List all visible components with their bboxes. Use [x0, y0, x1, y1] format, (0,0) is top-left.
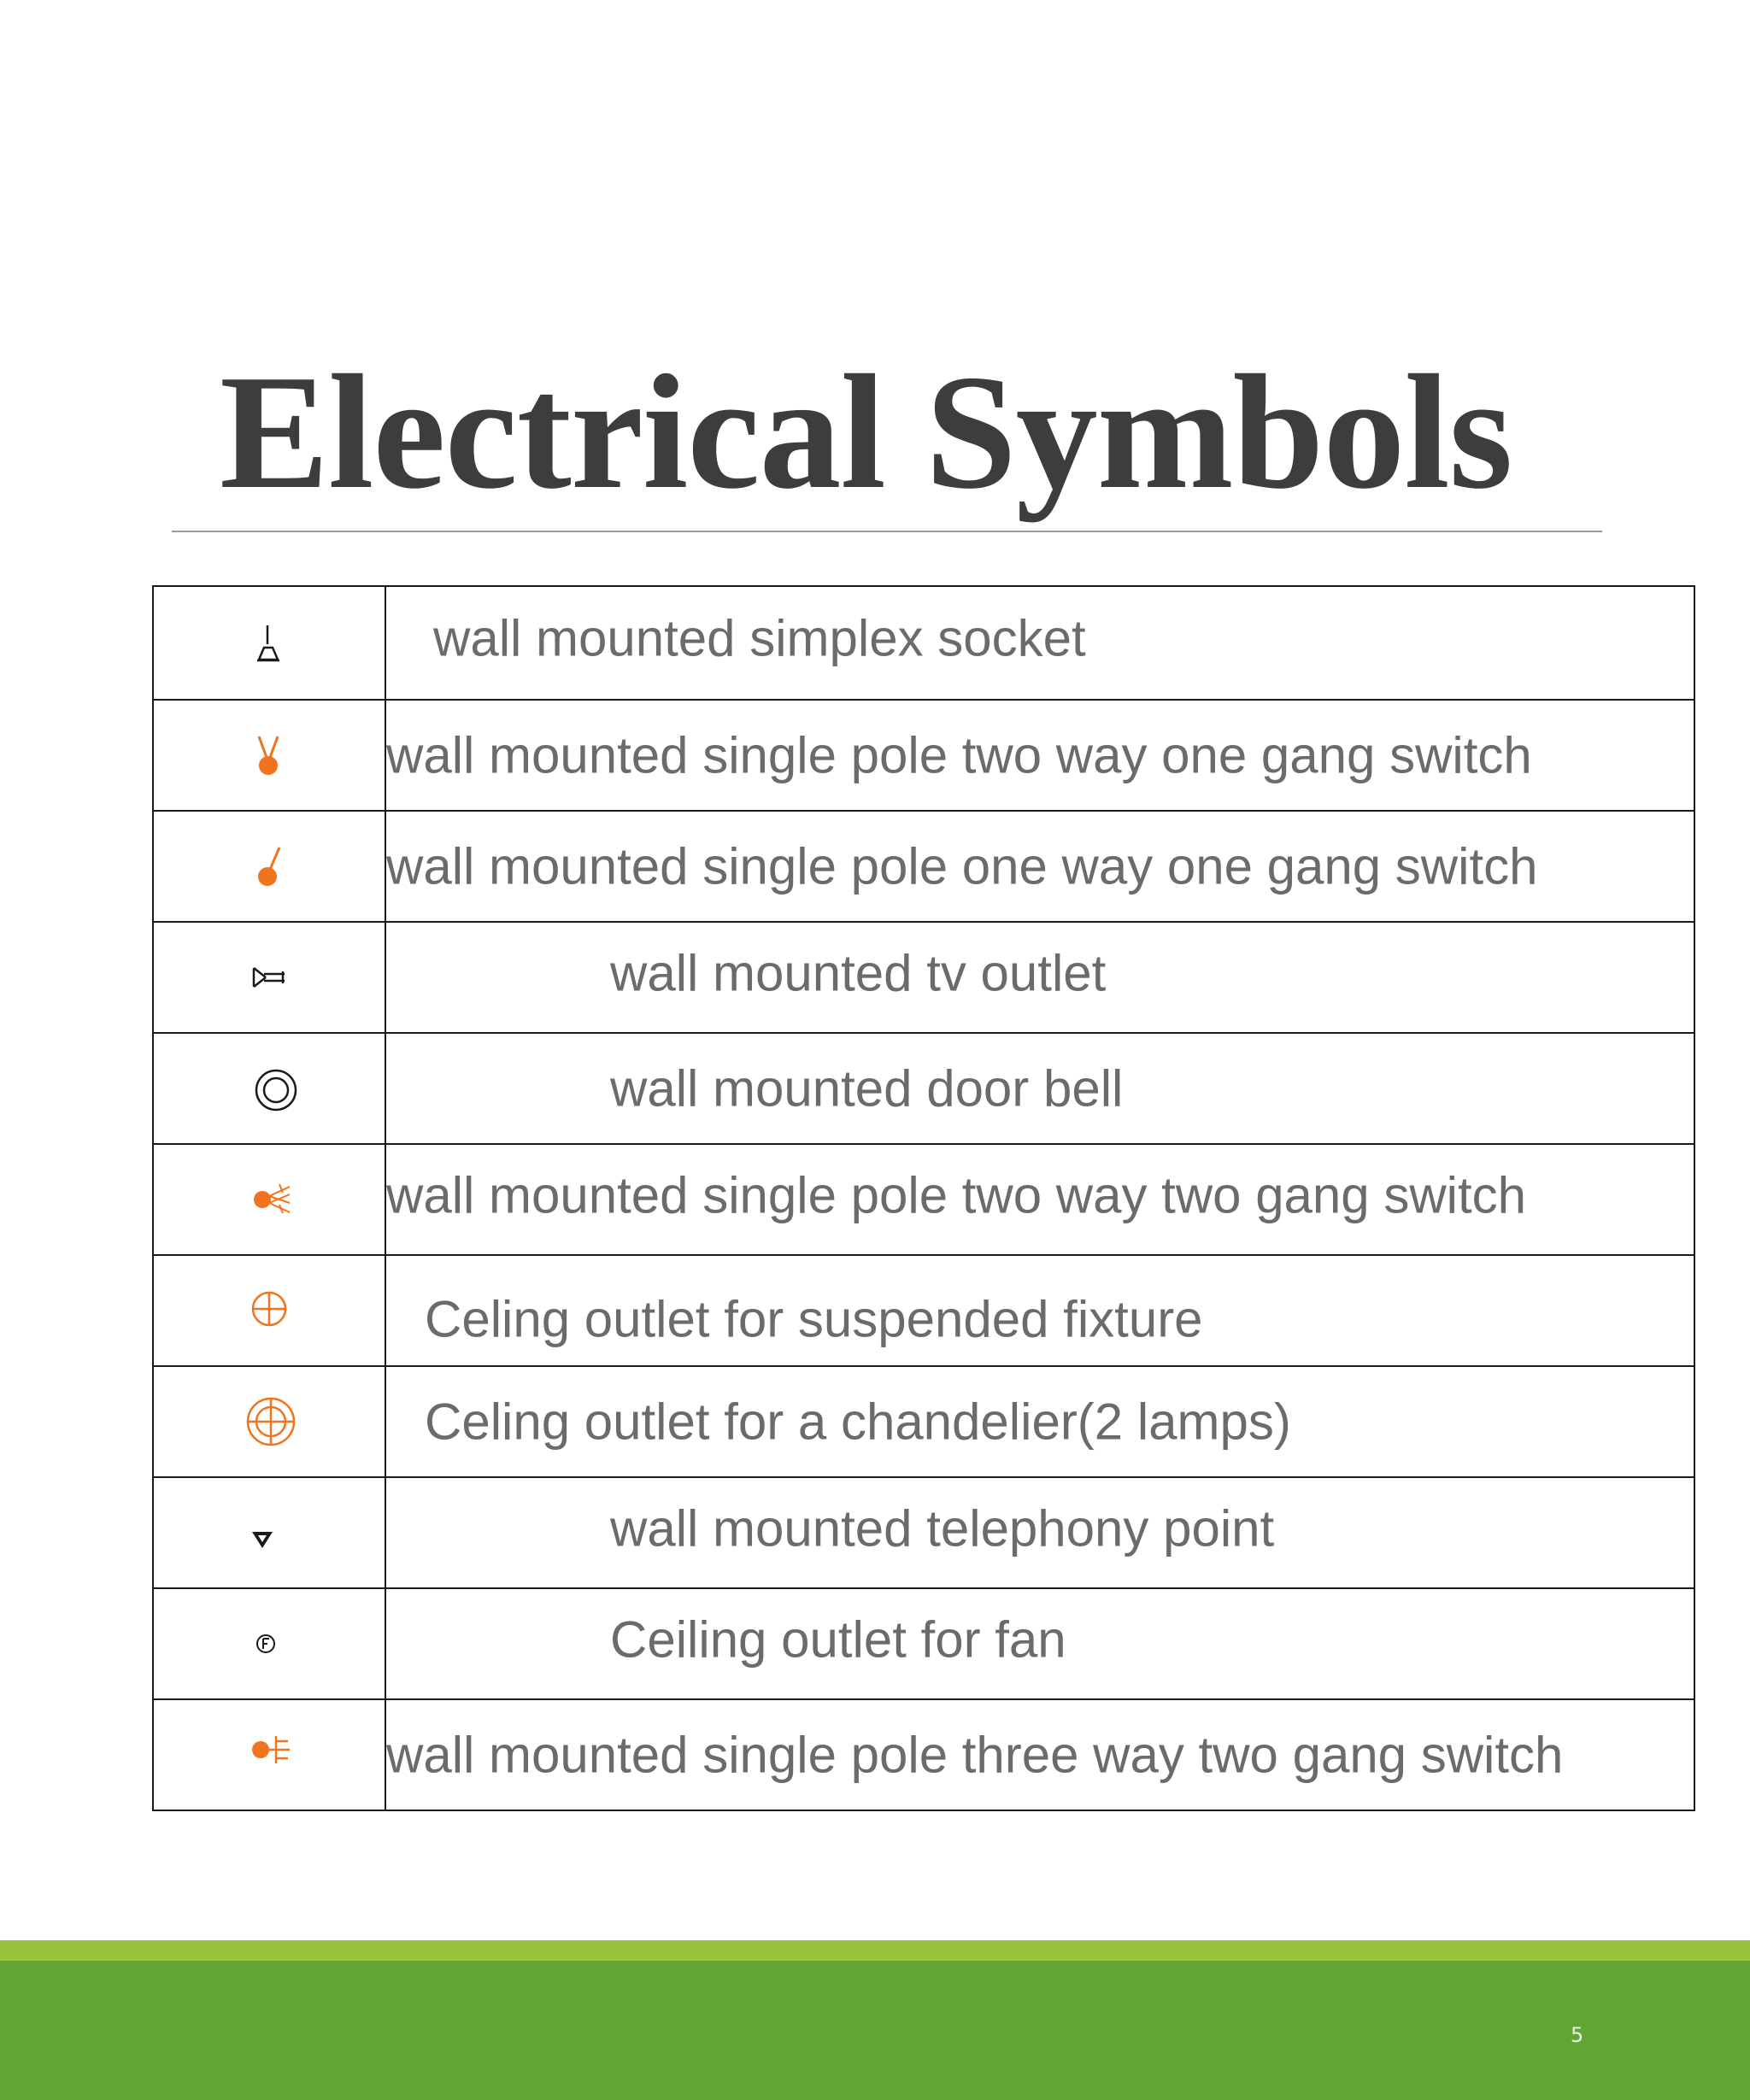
symbol-description: wall mounted single pole two way one gang switch	[386, 726, 1532, 784]
table-row	[153, 1366, 1694, 1477]
three-way-two-gang-switch-icon	[249, 1733, 297, 1767]
suspended-fixture-outlet-icon	[249, 1288, 290, 1329]
description-cell	[385, 811, 1694, 922]
symbol-description: wall mounted door bell	[610, 1059, 1124, 1117]
footer-accent-stripe	[0, 1940, 1750, 1961]
title-divider	[172, 531, 1602, 532]
symbol-description: wall mounted single pole three way two gang switch	[386, 1726, 1564, 1784]
symbol-cell	[153, 586, 385, 700]
table-row	[153, 1588, 1694, 1699]
description-cell	[385, 1255, 1694, 1366]
symbol-description: Celing outlet for a chandelier(2 lamps)	[425, 1393, 1291, 1451]
two-way-one-gang-switch-icon	[250, 731, 288, 779]
symbol-cell	[153, 1699, 385, 1810]
description-cell	[385, 1366, 1694, 1477]
symbol-cell	[153, 1588, 385, 1699]
tv-outlet-icon	[250, 965, 288, 990]
table-row	[153, 1699, 1694, 1810]
symbol-cell	[153, 922, 385, 1033]
symbol-description: wall mounted simplex socket	[433, 609, 1086, 667]
description-cell	[385, 1588, 1694, 1699]
symbol-description: wall mounted single pole two way two gang switch	[386, 1166, 1527, 1224]
one-way-one-gang-switch-icon	[250, 842, 288, 890]
symbol-cell	[153, 1255, 385, 1366]
symbol-cell	[153, 1033, 385, 1144]
description-cell	[385, 922, 1694, 1033]
symbol-cell	[153, 1366, 385, 1477]
symbol-table	[152, 585, 1695, 1811]
description-cell	[385, 586, 1694, 700]
description-cell	[385, 1699, 1694, 1810]
door-bell-icon	[252, 1066, 300, 1114]
table-row	[153, 586, 1694, 700]
symbol-description: wall mounted telephony point	[610, 1499, 1275, 1557]
table-row	[153, 1144, 1694, 1255]
table-row	[153, 1477, 1694, 1588]
table-row	[153, 700, 1694, 811]
chandelier-outlet-icon	[244, 1394, 298, 1449]
symbol-description: Ceiling outlet for fan	[610, 1610, 1066, 1669]
description-cell	[385, 1477, 1694, 1588]
symbol-description: Celing outlet for suspended fixture	[425, 1290, 1203, 1348]
symbol-description: wall mounted tv outlet	[610, 944, 1107, 1002]
description-cell	[385, 1144, 1694, 1255]
symbol-cell	[153, 1144, 385, 1255]
slide-title: Electrical Symbols	[220, 341, 1512, 523]
table-row	[153, 1033, 1694, 1144]
footer-band	[0, 1961, 1750, 2100]
simplex-socket-icon	[252, 622, 286, 665]
description-cell	[385, 700, 1694, 811]
description-cell	[385, 1033, 1694, 1144]
symbol-cell	[153, 700, 385, 811]
symbol-description: wall mounted single pole one way one gang switch	[386, 837, 1538, 895]
two-way-two-gang-switch-icon	[250, 1182, 298, 1217]
symbol-cell	[153, 1477, 385, 1588]
table-row	[153, 811, 1694, 922]
telephony-point-icon	[250, 1528, 275, 1551]
table-row	[153, 922, 1694, 1033]
page-number: 5	[1571, 2023, 1584, 2047]
table-row	[153, 1255, 1694, 1366]
fan-outlet-icon	[255, 1633, 277, 1655]
symbol-cell	[153, 811, 385, 922]
